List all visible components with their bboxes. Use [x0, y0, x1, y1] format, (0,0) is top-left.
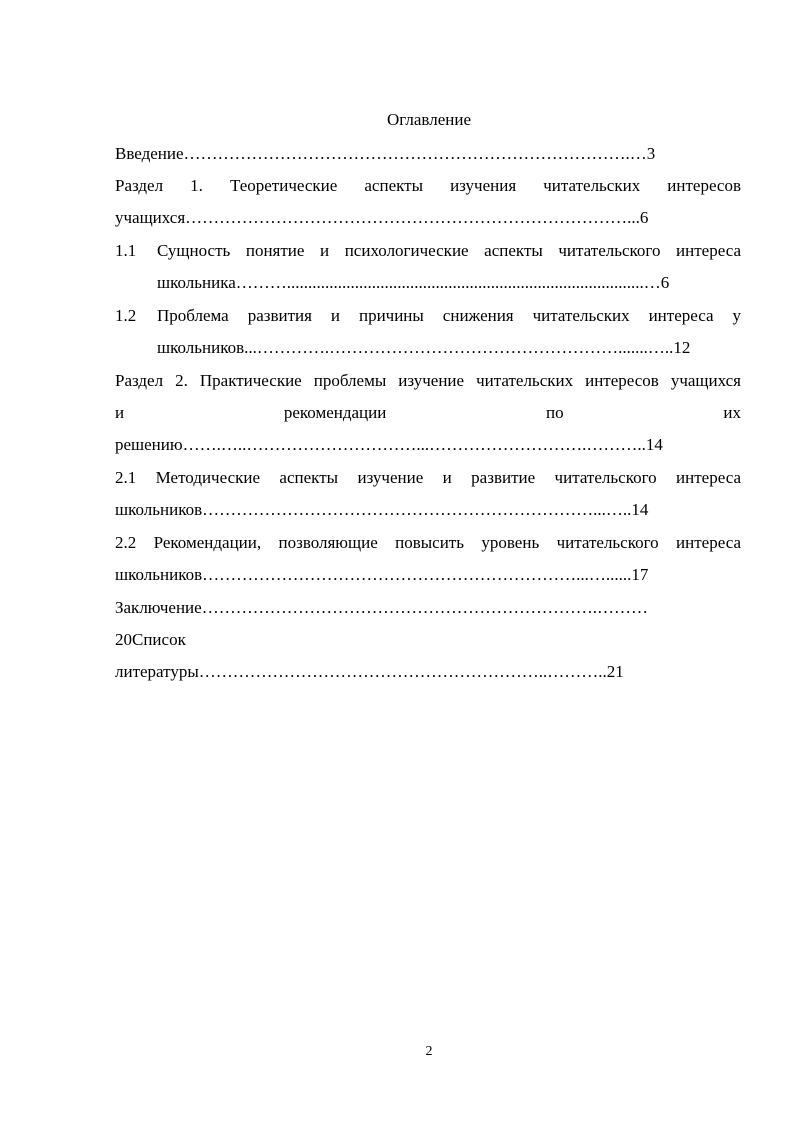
toc-entry-1-2-cont: школьников...………….…………………………………………….......…..12 — [157, 338, 691, 357]
toc-entry-section-2: Раздел 2. Практические проблемы изучение читательских интересов учащихся — [115, 371, 741, 390]
toc-entry-1-1-cont: школьника………....................................................................................…6 — [157, 273, 670, 292]
toc-entry-section-1: Раздел 1. Теоретические аспекты изучения читательских интересов — [115, 176, 741, 195]
toc-entry-2-2-cont: школьников…………………………………………………………...…......17 — [115, 565, 649, 584]
toc-entry-section-2-cont2: решению…….…..…………………………...……………………….………..14 — [115, 435, 663, 454]
toc-entry-conclusion-cont: 20Список — [115, 630, 186, 649]
toc-entry-introduction: Введение…………………………………………………………………….…3 — [115, 144, 656, 163]
toc-entry-references: литературы……………………………………………………..………..21 — [115, 662, 624, 681]
toc-entry-section-1-cont: учащихся……………………………………………………………………...6 — [115, 208, 649, 227]
page-number: 2 — [425, 1044, 433, 1059]
toc-entry-1-2-number: 1.2 — [115, 306, 137, 325]
toc-entry-2-2: 2.2 Рекомендации, позволяющие повысить уровень читательского интереса — [115, 533, 741, 552]
toc-title: Оглавление — [387, 110, 471, 129]
toc-entry-section-2-cont: и рекомендации по их — [115, 403, 741, 422]
toc-entry-1-2: Проблема развития и причины снижения читательских интереса у — [157, 306, 741, 325]
toc-entry-conclusion: Заключение…………………………………………………………….……… — [115, 598, 648, 617]
toc-entry-1-1: Сущность понятие и психологические аспекты читательского интереса — [157, 241, 741, 260]
toc-entry-2-1: 2.1 Методические аспекты изучение и развитие читательского интереса — [115, 468, 741, 487]
toc-entry-1-1-number: 1.1 — [115, 241, 137, 260]
toc-entry-2-1-cont: школьников……………………………………………………………...…..14 — [115, 500, 649, 519]
